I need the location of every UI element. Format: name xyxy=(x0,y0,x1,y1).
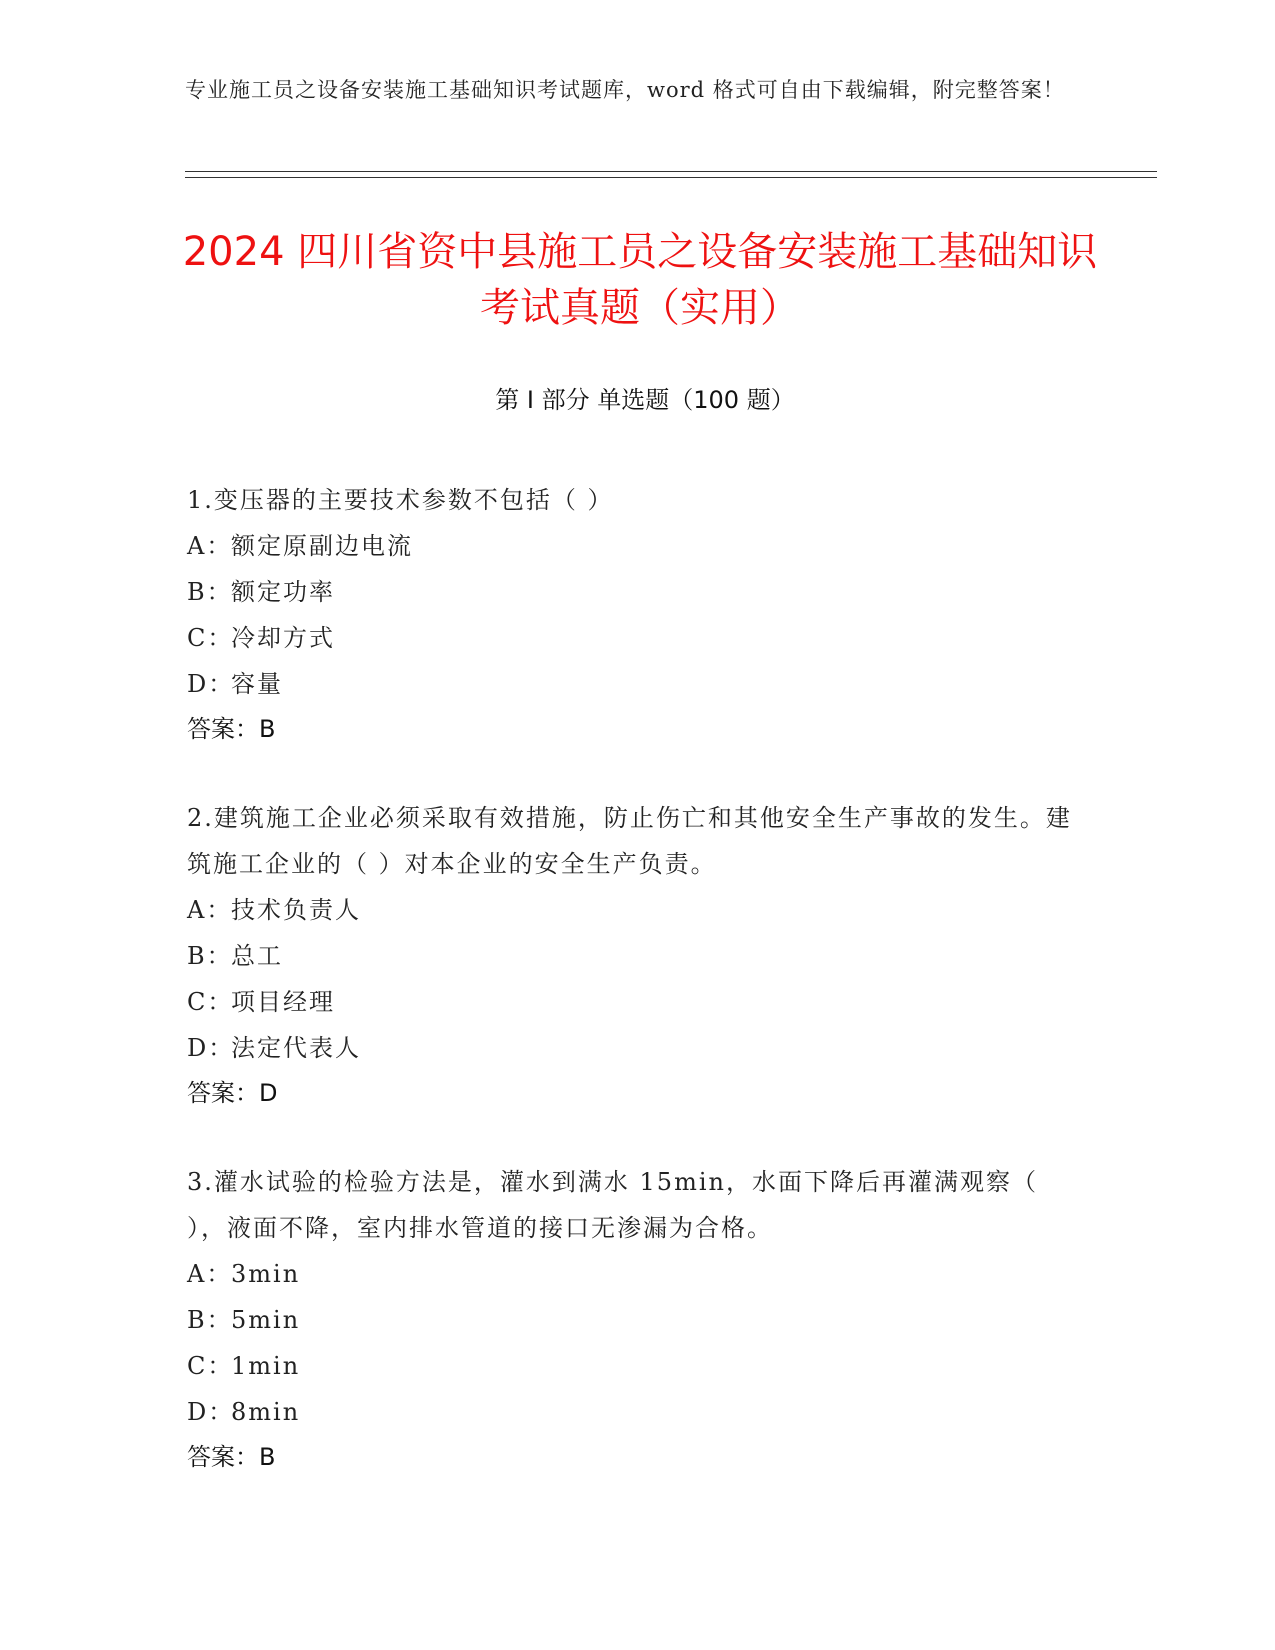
header-divider-top xyxy=(185,171,1157,172)
option-text: 法定代表人 xyxy=(231,1034,361,1062)
option-key: A： xyxy=(187,1260,233,1288)
option-text: 容量 xyxy=(231,670,283,698)
option-b xyxy=(187,1297,1087,1343)
answer: 答案：B xyxy=(187,1443,276,1471)
header-note: 专业施工员之设备安装施工基础知识考试题库，word 格式可自由下载编辑，附完整答案！ xyxy=(185,78,1065,102)
option-d xyxy=(187,1025,1087,1071)
option-a xyxy=(187,887,1087,933)
section-title: 第 I 部分 单选题（100 题） xyxy=(495,386,795,414)
option-b xyxy=(187,569,1087,615)
option-text: 5min xyxy=(231,1306,301,1334)
option-c xyxy=(187,1343,1087,1389)
option-key: C： xyxy=(187,624,234,652)
option-key: C： xyxy=(187,1352,234,1380)
question-3 xyxy=(187,1159,1087,1479)
question-list xyxy=(187,477,1087,1523)
option-a xyxy=(187,1251,1087,1297)
question-stem: 1.变压器的主要技术参数不包括（ ） xyxy=(187,486,614,514)
document-title: 2024 四川省资中县施工员之设备安装施工基础知识考试真题（实用） xyxy=(182,229,1098,331)
option-key: A： xyxy=(187,896,233,924)
option-c xyxy=(187,979,1087,1025)
option-c xyxy=(187,615,1087,661)
question-1 xyxy=(187,477,1087,751)
option-key: D： xyxy=(187,1034,235,1062)
header-divider-bottom xyxy=(185,177,1157,178)
option-b xyxy=(187,933,1087,979)
option-key: D： xyxy=(187,1398,235,1426)
question-stem: 3.灌水试验的检验方法是，灌水到满水 15min，水面下降后再灌满观察（ ），液面不降，室内排水管道的接口无渗漏为合格。 xyxy=(187,1168,1038,1242)
option-text: 8min xyxy=(231,1398,301,1426)
question-2 xyxy=(187,795,1087,1115)
option-text: 额定功率 xyxy=(231,578,335,606)
option-text: 冷却方式 xyxy=(231,624,335,652)
option-key: A： xyxy=(187,532,233,560)
option-key: B： xyxy=(187,1306,233,1334)
option-text: 技术负责人 xyxy=(231,896,361,924)
option-key: B： xyxy=(187,578,233,606)
question-stem: 2.建筑施工企业必须采取有效措施，防止伤亡和其他安全生产事故的发生。建筑施工企业的（ ）对本企业的安全生产负责。 xyxy=(187,804,1072,878)
option-key: D： xyxy=(187,670,235,698)
option-a xyxy=(187,523,1087,569)
option-text: 额定原副边电流 xyxy=(231,532,413,560)
answer: 答案：D xyxy=(187,1079,278,1107)
option-key: C： xyxy=(187,988,234,1016)
option-text: 1min xyxy=(231,1352,301,1380)
answer: 答案：B xyxy=(187,715,276,743)
option-text: 3min xyxy=(231,1260,301,1288)
option-key: B： xyxy=(187,942,233,970)
option-d xyxy=(187,661,1087,707)
option-d xyxy=(187,1389,1087,1435)
option-text: 总工 xyxy=(231,942,283,970)
option-text: 项目经理 xyxy=(231,988,335,1016)
